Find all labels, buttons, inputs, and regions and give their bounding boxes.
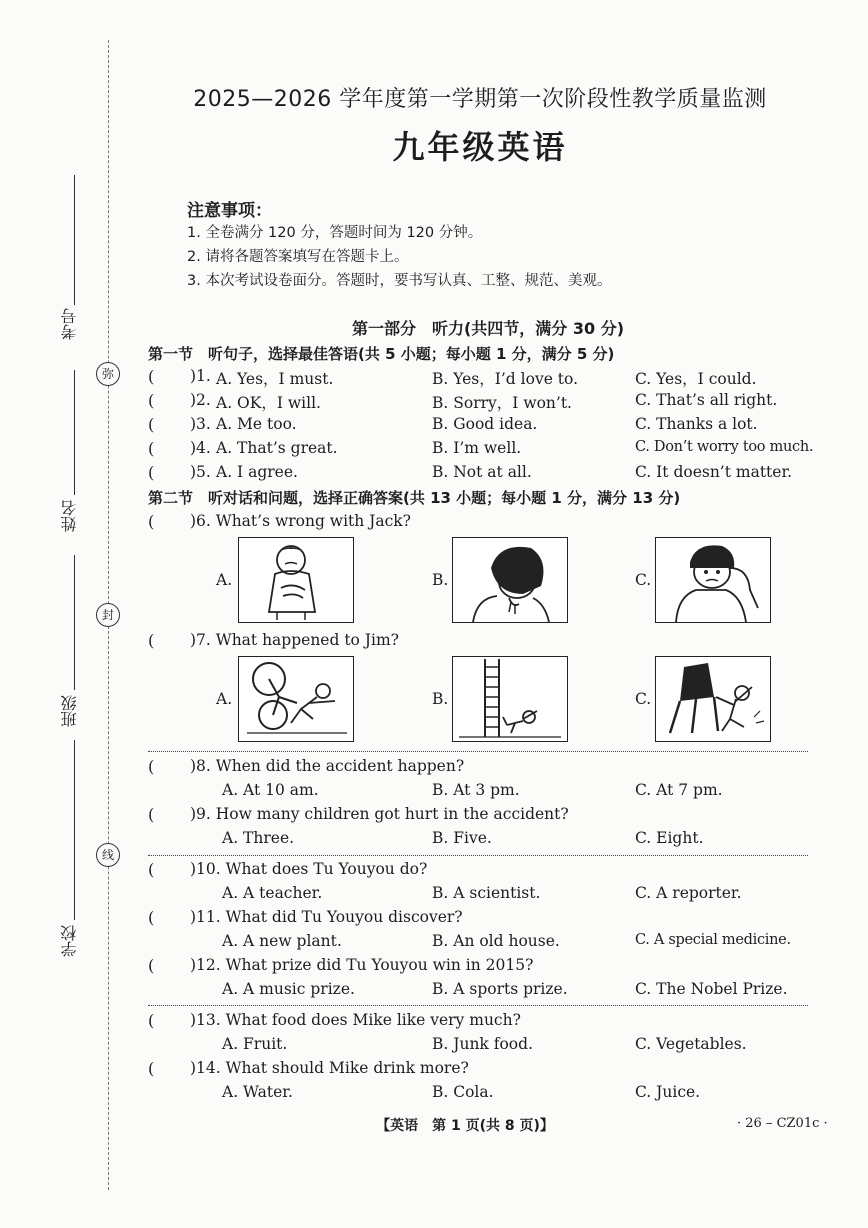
- option-b: B. Not at all.: [432, 463, 532, 481]
- answer-paren[interactable]: (: [148, 1011, 155, 1030]
- option-c: C. Vegetables.: [635, 1035, 747, 1053]
- question-stem: )13. What food does Mike like very much?: [190, 1011, 521, 1029]
- exam-title: 2025—2026 学年度第一学期第一次阶段性教学质量监测: [193, 87, 767, 112]
- dotted-divider: [148, 751, 808, 752]
- seal-xian: 线: [96, 843, 120, 867]
- answer-paren[interactable]: (: [148, 391, 155, 410]
- seal-mi: 弥: [96, 362, 120, 386]
- answer-paren[interactable]: (: [148, 439, 155, 458]
- option-c: C. It doesn’t matter.: [635, 463, 793, 481]
- answer-paren[interactable]: (: [148, 1059, 155, 1078]
- option-b: B. Five.: [432, 829, 492, 847]
- subject-title: 九年级英语: [392, 128, 568, 166]
- question-stem: )14. What should Mike drink more?: [190, 1059, 469, 1077]
- notice-item: 1. 全卷满分 120 分，答题时间为 120 分钟。: [187, 225, 483, 241]
- question-stem: )8. When did the accident happen?: [190, 757, 465, 775]
- option-b: B. An old house.: [432, 932, 560, 950]
- section-heading: 第一节 听句子，选择最佳答语(共 5 小题；每小题 1 分，满分 5 分): [148, 345, 615, 363]
- picture-option-label: C.: [635, 571, 652, 589]
- question-stem: )6. What’s wrong with Jack?: [190, 512, 411, 530]
- question-number: )1.: [190, 367, 211, 385]
- notice-heading: 注意事项：: [187, 201, 272, 221]
- option-a: A. A music prize.: [222, 980, 355, 998]
- answer-paren[interactable]: (: [148, 631, 155, 650]
- option-b: B. A sports prize.: [432, 980, 568, 998]
- answer-paren[interactable]: (: [148, 415, 155, 434]
- exam-number-line: [74, 175, 75, 305]
- question-number: )3.: [190, 415, 211, 433]
- exam-number-label: 考号: [60, 308, 79, 340]
- question-stem: )12. What prize did Tu Youyou win in 2015?: [190, 956, 534, 974]
- picture-option-label: A.: [216, 571, 233, 589]
- answer-paren[interactable]: (: [148, 463, 155, 482]
- option-c: C. That’s all right.: [635, 391, 778, 409]
- answer-paren[interactable]: (: [148, 805, 155, 824]
- answer-paren[interactable]: (: [148, 757, 155, 776]
- option-c: C. A reporter.: [635, 884, 742, 902]
- part-heading: 第一部分 听力(共四节，满分 30 分): [351, 319, 625, 338]
- question-number: )2.: [190, 391, 211, 409]
- fell-off-ladder-picture: [452, 656, 568, 742]
- stomachache-boy-picture: [238, 537, 354, 623]
- option-c: C. Don’t worry too much.: [635, 439, 814, 455]
- question-stem: )7. What happened to Jim?: [190, 631, 399, 649]
- option-c: C. Juice.: [635, 1083, 701, 1101]
- option-c: C. The Nobel Prize.: [635, 980, 788, 998]
- option-a: A. A teacher.: [222, 884, 323, 902]
- answer-paren[interactable]: (: [148, 956, 155, 975]
- question-number: )5.: [190, 463, 211, 481]
- class-label: 班级: [60, 695, 79, 727]
- question-number: )4.: [190, 439, 211, 457]
- option-b: B. Yes，I’d love to.: [432, 370, 579, 388]
- fell-off-bike-picture: [238, 656, 354, 742]
- option-b: B. Cola.: [432, 1083, 494, 1101]
- name-label: 姓名: [60, 500, 79, 532]
- option-b: B. I’m well.: [432, 439, 522, 457]
- option-c: C. At 7 pm.: [635, 781, 723, 799]
- option-a: A. At 10 am.: [222, 781, 319, 799]
- page-footer: 【英语 第 1 页(共 8 页)】: [376, 1118, 554, 1134]
- school-line: [74, 740, 75, 920]
- question-stem: )9. How many children got hurt in the accident?: [190, 805, 569, 823]
- nosebleed-boy-picture: [452, 537, 568, 623]
- option-b: B. Good idea.: [432, 415, 538, 433]
- option-b: B. Junk food.: [432, 1035, 533, 1053]
- option-a: A. Yes，I must.: [216, 370, 334, 388]
- headache-boy-picture: [655, 537, 771, 623]
- picture-option-label: B.: [432, 571, 449, 589]
- notice-item: 2. 请将各题答案填写在答题卡上。: [187, 249, 409, 265]
- school-label: 学校: [60, 925, 79, 957]
- option-b: B. At 3 pm.: [432, 781, 520, 799]
- dotted-divider: [148, 1005, 808, 1006]
- name-line: [74, 370, 75, 495]
- question-stem: )10. What does Tu Youyou do?: [190, 860, 428, 878]
- dotted-divider: [148, 855, 808, 856]
- question-stem: )11. What did Tu Youyou discover?: [190, 908, 463, 926]
- seal-feng: 封: [96, 603, 120, 627]
- answer-paren[interactable]: (: [148, 908, 155, 927]
- option-b: B. A scientist.: [432, 884, 541, 902]
- option-b: B. Sorry，I won’t.: [432, 394, 572, 412]
- picture-option-label: B.: [432, 690, 449, 708]
- option-c: C. A special medicine.: [635, 932, 791, 948]
- answer-paren[interactable]: (: [148, 512, 155, 531]
- option-a: A. Fruit.: [222, 1035, 288, 1053]
- paper-code: · 26 – CZ01c ·: [737, 1116, 828, 1131]
- option-c: C. Eight.: [635, 829, 704, 847]
- picture-option-label: C.: [635, 690, 652, 708]
- option-a: A. OK，I will.: [216, 394, 321, 412]
- option-a: A. A new plant.: [222, 932, 342, 950]
- option-a: A. I agree.: [216, 463, 298, 481]
- option-c: C. Yes，I could.: [635, 370, 757, 388]
- fell-off-chair-picture: [655, 656, 771, 742]
- answer-paren[interactable]: (: [148, 860, 155, 879]
- answer-paren[interactable]: (: [148, 367, 155, 386]
- picture-option-label: A.: [216, 690, 233, 708]
- option-a: A. Me too.: [216, 415, 297, 433]
- class-line: [74, 555, 75, 690]
- option-a: A. Water.: [222, 1083, 293, 1101]
- option-c: C. Thanks a lot.: [635, 415, 758, 433]
- section-heading: 第二节 听对话和问题，选择正确答案(共 13 小题；每小题 1 分，满分 13 分): [148, 489, 681, 507]
- notice-item: 3. 本次考试设卷面分。答题时，要书写认真、工整、规范、美观。: [187, 273, 612, 289]
- option-a: A. That’s great.: [216, 439, 338, 457]
- option-a: A. Three.: [222, 829, 295, 847]
